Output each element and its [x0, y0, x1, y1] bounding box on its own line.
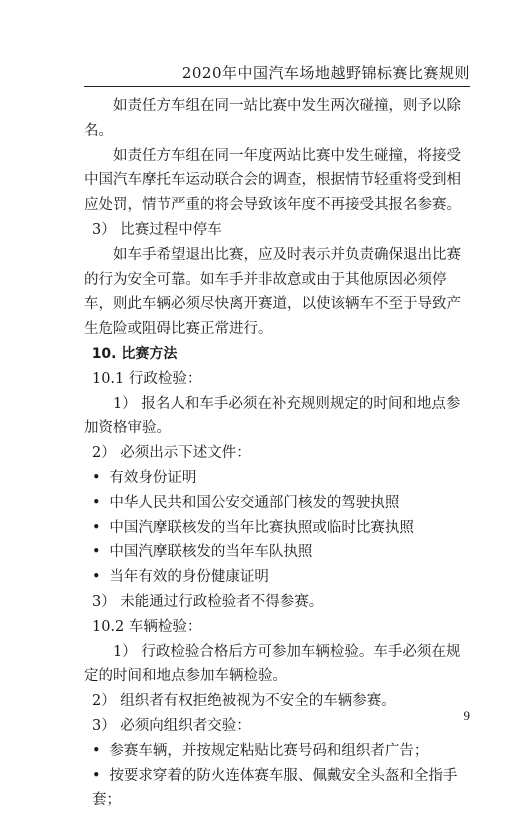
- list-item-text: 中国汽摩联核发的当年车队执照: [109, 544, 313, 561]
- list-item-text: 按要求穿着的防火连体赛车服、佩戴安全头盔和全指手套；: [91, 767, 458, 809]
- sub-heading: 10.1 行政检验：: [91, 370, 202, 387]
- body-text: [84, 94, 474, 813]
- paragraph: 如车手希望退出比赛，应及时表示并负责确保退出比赛的行为安全可靠。如车手并非故意或由于其他原因必须停车，则此车辆必须尽快离开赛道，以使该辆车不至于导致产生危险或阻碍比赛正常进行。: [84, 246, 461, 338]
- bullet-icon: •: [91, 544, 101, 561]
- bullet-icon: •: [91, 469, 101, 486]
- paragraph: 1） 行政检验合格后方可参加车辆检验。车手必须在规定的时间和地点参加车辆检验。: [84, 643, 461, 685]
- list-item: [84, 466, 474, 491]
- sub-heading: 10.2 车辆检验：: [91, 618, 202, 635]
- list-item: [84, 516, 474, 541]
- paragraph: 3） 未能通过行政检验者不得参赛。: [91, 593, 324, 610]
- list-item-text: 有效身份证明: [109, 469, 197, 486]
- paragraph: 如责任方车组在同一年度两站比赛中发生碰撞，将接受中国汽车摩托车运动联合会的调查，根据情节轻重将受到相应处罚，情节严重的将会导致该年度不再接受其报名参赛。: [84, 147, 461, 214]
- running-header: [84, 62, 470, 87]
- bullet-icon: •: [91, 569, 101, 586]
- bullet-icon: •: [91, 742, 101, 759]
- list-item: [84, 565, 474, 590]
- list-item: [84, 739, 474, 764]
- bullet-icon: •: [91, 519, 101, 536]
- section-heading: 10. 比赛方法: [91, 345, 178, 362]
- list-item-text: 中国汽摩联核发的当年比赛执照或临时比赛执照: [109, 519, 414, 536]
- paragraph: 1） 报名人和车手必须在补充规则规定的时间和地点参加资格审验。: [84, 395, 461, 437]
- list-item-text: 中华人民共和国公安交通部门核发的驾驶执照: [109, 494, 400, 511]
- paragraph: 2） 组织者有权拒绝被视为不安全的车辆参赛。: [91, 693, 396, 710]
- bullet-icon: •: [91, 767, 101, 784]
- list-item-text: 参赛车辆，并按规定粘贴比赛号码和组织者广告；: [109, 742, 429, 759]
- paragraph: 如责任方车组在同一站比赛中发生两次碰撞，则予以除名。: [84, 98, 461, 139]
- list-item: [84, 540, 474, 565]
- list-item: [84, 491, 474, 516]
- header-title: 2020年中国汽车场地越野锦标赛比赛规则: [181, 64, 470, 82]
- page-number: 9: [463, 708, 470, 723]
- list-item: [84, 764, 474, 813]
- sub-heading: 3） 比赛过程中停车: [91, 221, 222, 238]
- list-item-text: 当年有效的身份健康证明: [109, 569, 269, 586]
- sub-heading: 2） 必须出示下述文件：: [91, 445, 251, 462]
- bullet-icon: •: [91, 494, 101, 511]
- sub-heading: 3） 必须向组织者交验：: [91, 717, 251, 734]
